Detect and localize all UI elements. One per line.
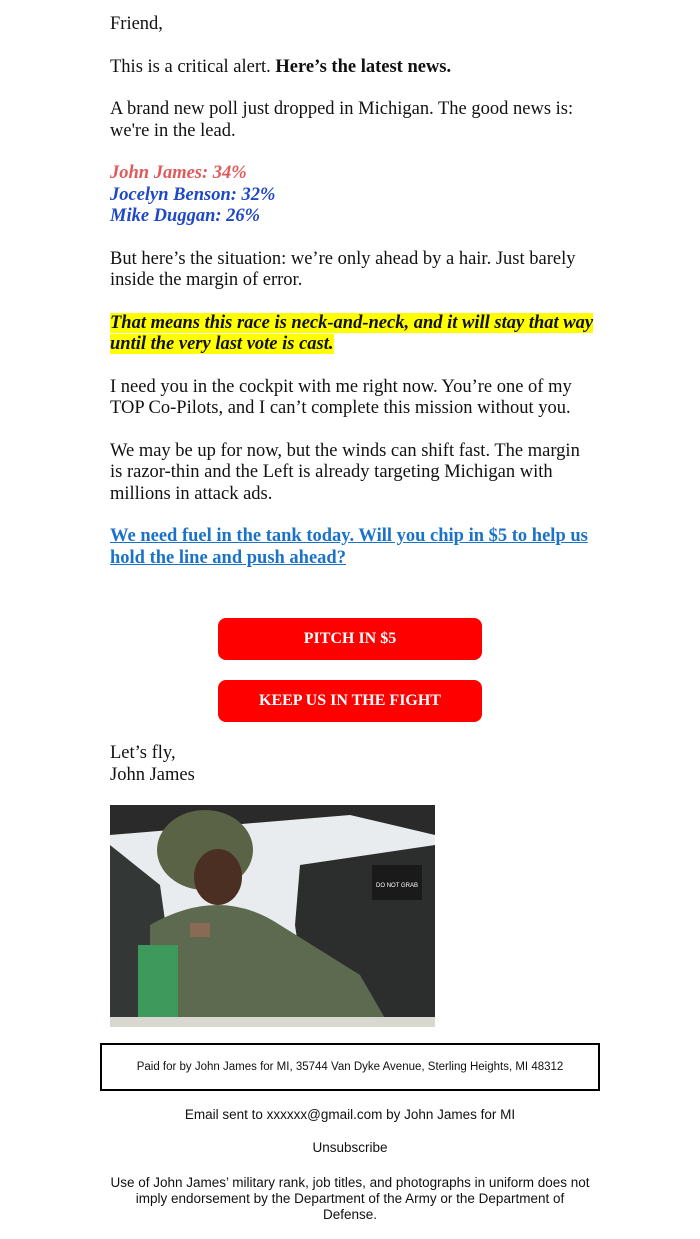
intro-paragraph: [110, 57, 595, 79]
pitch-button-wrap: [0, 618, 700, 660]
intro-text: This is a critical alert.: [110, 56, 276, 77]
highlight-paragraph: [110, 313, 595, 356]
signoff: Let’s fly,: [110, 743, 176, 763]
email-body: [110, 14, 595, 590]
paid-for-disclaimer: [100, 1043, 600, 1091]
poll-result-duggan: Mike Duggan: 26%: [110, 206, 261, 226]
cockpit-paragraph: I need you in the cockpit with me right now. You’re one of my TOP Co-Pilots, and I can’t complete this mission without you.: [110, 376, 572, 418]
winds-paragraph: We may be up for now, but the winds can shift fast. The margin is razor-thin and the Left is already targeting Michigan with millions in attack ads.: [110, 440, 580, 504]
highlight-text: That means this race is neck-and-neck, and it will stay that way until the very last vote is cast.: [110, 312, 594, 354]
donate-link[interactable]: We need fuel in the tank today. Will you chip in $5 to help us hold the line and push ahead?: [110, 526, 588, 568]
pilot-photo: [110, 805, 435, 1027]
poll-result-james: John James: 34%: [110, 163, 247, 183]
poll-paragraph: A brand new poll just dropped in Michigan. The good news is: we're in the lead.: [110, 99, 574, 141]
situation-paragraph: But here’s the situation: we’re only ahead by a hair. Just barely inside the margin of error.: [110, 248, 576, 290]
paid-for-text: Paid for by John James for MI, 35744 Van Dyke Avenue, Sterling Heights, MI 48312: [136, 1061, 564, 1073]
poll-results: [110, 163, 595, 228]
signoff-block: [110, 743, 595, 786]
unsubscribe-wrap: [110, 1140, 590, 1156]
cta-paragraph: [110, 526, 595, 569]
fight-button-wrap: [0, 680, 700, 722]
keep-fighting-button[interactable]: KEEP US IN THE FIGHT: [218, 680, 482, 722]
intro-bold: Here’s the latest news.: [275, 56, 452, 77]
greeting: Friend,: [110, 14, 163, 34]
military-disclaimer: Use of John James’ military rank, job titles, and photographs in uniform does not imply endorsement by the Department of the Army or the Department of Defense.: [110, 1175, 590, 1222]
signature: John James: [110, 764, 195, 785]
sent-to-text: Email sent to xxxxxx@gmail.com by John James for MI: [184, 1107, 516, 1122]
photo-sign-text: DO NOT GRAB: [376, 883, 418, 889]
unsubscribe-link[interactable]: Unsubscribe: [312, 1140, 388, 1155]
pitch-in-button[interactable]: PITCH IN $5: [218, 618, 482, 660]
poll-result-benson: Jocelyn Benson: 32%: [110, 184, 276, 205]
